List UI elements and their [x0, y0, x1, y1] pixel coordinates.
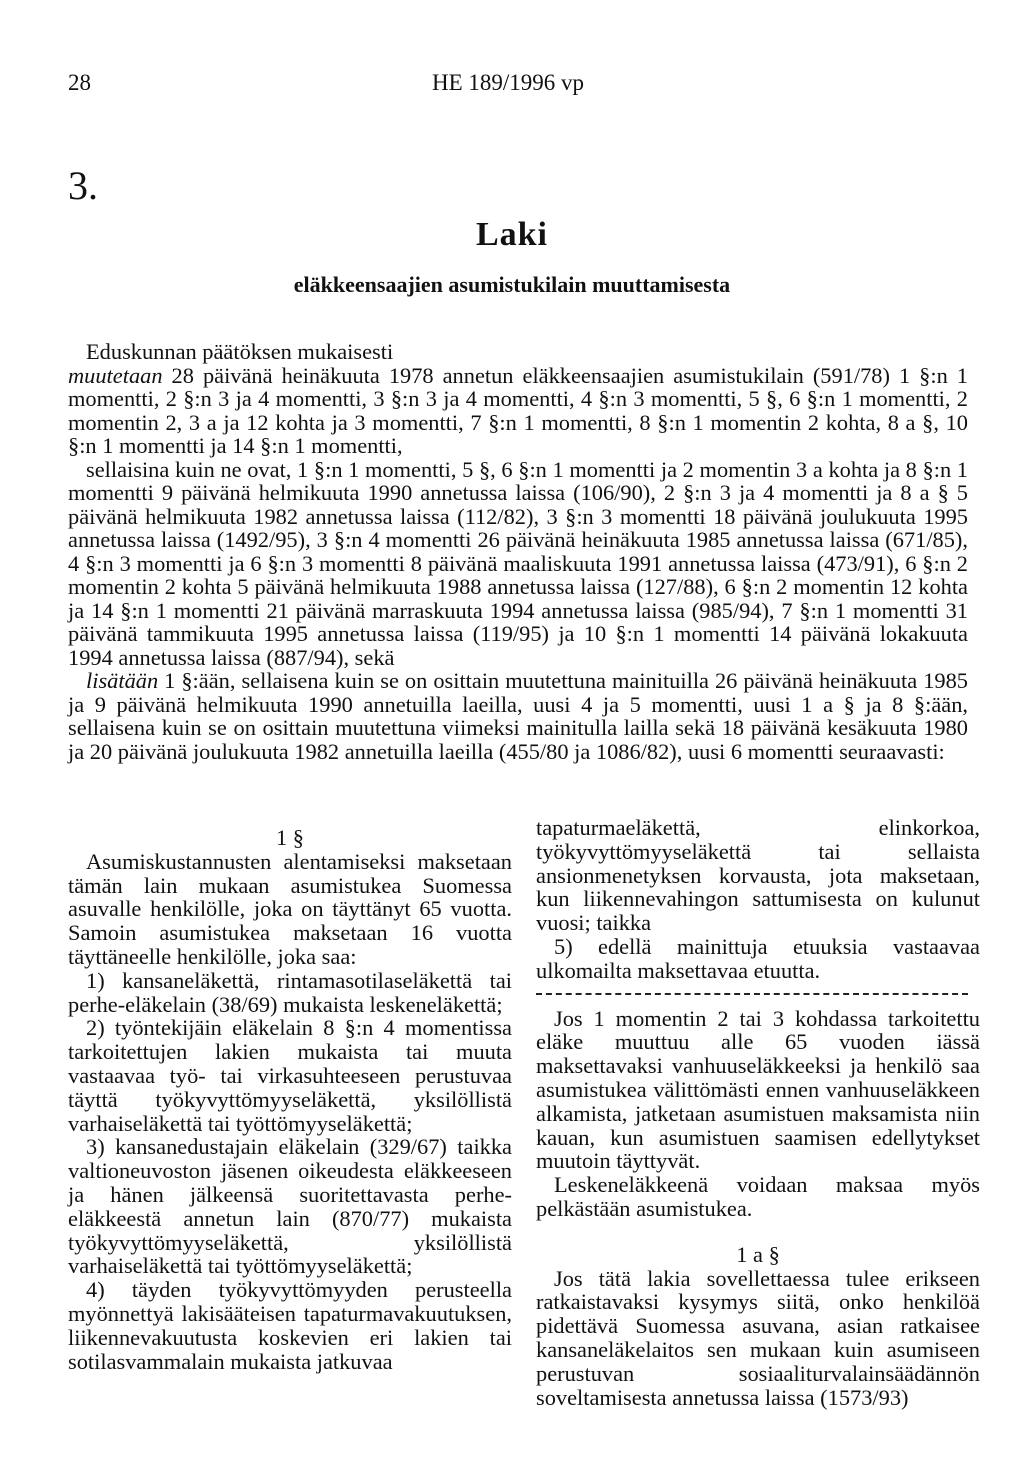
preamble-as-they-are-clause: sellaisina kuin ne ovat, 1 §:n 1 momentti, 5 §, 6 §:n 1 momentti ja 2 momentin 3 a kohta ja 8 §:n 1 momentti 9 päivänä helmikuuta 1990 annetussa laissa (106/90), 2 §:n 3 ja 4 momentti ja 8 a § 5 päivänä helmikuuta 1982 annetussa laissa (112/82), 3 §:n 3 momentti 18 päivänä joulukuuta 1995 annetussa laissa (1492/95), 3 §:n 4 momentti 26 päivänä heinäkuuta 1985 annetussa laissa (671/85), 4 §:n 3 momentti ja 6 §:n 3 momentti 8 päivänä maaliskuuta 1991 annetussa laissa (473/91), 6 §:n 2 momentin 2 kohta 5 päivänä helmikuuta 1988 annetussa laissa (127/88), 6 §:n 2 momentin 12 kohta ja 14 §:n 1 momentti 21 päivänä marraskuuta 1994 annetussa laissa (985/94), 7 §:n 1 momentti 31 päivänä tammikuuta 1995 annetussa laissa (119/95) ja 10 §:n 1 momentti 14 päivänä lokakuuta 1994 annetussa laissa (887/94), sekä [68, 456, 968, 670]
page-number: 28 [68, 70, 91, 95]
amend-keyword: muutetaan [68, 362, 163, 388]
preamble-enacting-clause: Eduskunnan päätöksen mukaisesti [86, 339, 394, 364]
law-subtitle: eläkkeensaajien asumistukilain muuttamisesta [293, 272, 731, 297]
left-column [68, 826, 512, 1373]
law-title: Laki [475, 216, 549, 253]
right-column [536, 816, 980, 1409]
section-heading-1: 1 § [276, 825, 304, 850]
running-head: HE 189/1996 vp [432, 70, 585, 95]
section-1-paragraph: Asumiskustannusten alentamiseksi maksetaan tämän lain mukaan asumistukea Suomessa asuvalle henkilölle, joka on täyttänyt 65 vuotta. Samoin asumistukea maksetaan 16 vuotta täyttäneelle henkilölle, joka saa: [68, 848, 512, 969]
preamble [68, 340, 968, 763]
preamble-addition-clause [68, 669, 968, 763]
section-1-paragraph-5: Leskeneläkkeenä voidaan maksaa myös pelkästään asumistukea. [536, 1172, 980, 1221]
omitted-text-dash-divider [536, 993, 968, 995]
section-1-item-4: 4) täyden työkyvyttömyyden perusteella myönnettyä lakisääteisen tapaturmavakuutuksen, liikennevakuutusta koskevien eri lakien tai sotilasvammalain mukaista jatkuvaa [68, 1277, 512, 1374]
act-item-number: 3. [68, 163, 98, 208]
section-1-item-4-continued: tapaturmaeläkettä, elinkorkoa, työkyvyttömyyseläkettä tai sellaista ansionmenetyksen korvausta, jota maksetaan, kun liikennevahingon sattumisesta on kulunut vuosi; taikka [536, 815, 980, 936]
section-1-item-3: 3) kansanedustajain eläkelain (329/67) taikka valtioneuvoston jäsenen oikeudesta eläkkeeseen ja hänen jälkeensä suoritettavasta perhe-eläkkeestä annetun lain (870/77) mukaista työkyvyttömyyseläkettä, yksilöllistä varhaiseläkettä tai työttömyyseläkettä; [68, 1134, 512, 1279]
section-1a-paragraph: Jos tätä lakia sovellettaessa tulee erikseen ratkaistavaksi kysymys siitä, onko henkilöä pidettävä Suomessa asuvana, asian ratkaisee kansaneläkelaitos sen mukaan kuin asumiseen perustuvan sosiaaliturvalainsäädännön soveltamisesta annetussa laissa (1573/93) [536, 1265, 980, 1410]
section-1-paragraph-4: Jos 1 momentin 2 tai 3 kohdassa tarkoitettu eläke muuttuu alle 65 vuoden iässä maksettavaksi vanhuuseläkkeeksi ja henkilö saa asumistukea välittömästi ennen vanhuuseläkkeen alkamista, jatketaan asumistuen maksamista niin kauan, kun asumistuen saamisen edellytykset muutoin täyttyvät. [536, 1005, 980, 1174]
preamble-amendment-clause [68, 364, 968, 458]
add-text: 1 §:ään, sellaisena kuin se on osittain muutettuna mainituilla 26 päivänä heinäkuuta 1985 ja 9 päivänä helmikuuta 1990 annetuilla laeilla, uusi 4 ja 5 momentti, uusi 1 a § ja 8 §:ään, sellaisena kuin se on osittain muutettuna viimeksi mainitulla lailla sekä 18 päivänä kesäkuuta 1980 ja 20 päivänä joulukuuta 1982 annetuilla laeilla (455/80 ja 1086/82), uusi 6 momentti seuraavasti: [68, 668, 968, 764]
section-1-item-5: 5) edellä mainittuja etuuksia vastaavaa ulkomailta maksettavaa etuutta. [536, 933, 980, 983]
add-keyword: lisätään [86, 668, 159, 693]
section-1-item-2: 2) työntekijäin eläkelain 8 §:n 4 momentissa tarkoitettujen lakien mukaista tai muuta vastaavaa työ- tai virkasuhteeseen perustuvaa täyttä työkyvyttömyyseläkettä, yksilöllistä varhaiseläkettä tai työttömyyseläkettä; [68, 1015, 512, 1136]
section-1-item-1: 1) kansaneläkettä, rintamasotilaseläkettä tai perhe-eläkelain (38/69) mukaista leskeneläkettä; [68, 967, 512, 1017]
section-heading-1a: 1 a § [736, 1241, 780, 1267]
amend-text: 28 päivänä heinäkuuta 1978 annetun eläkkeensaajien asumistukilain (591/78) 1 §:n 1 momentti, 2 §:n 3 ja 4 momentti, 3 §:n 3 ja 4 momentti, 4 §:n 3 momentti, 5 §, 6 §:n 1 momentti, 2 momentin 2, 3 a ja 12 kohta ja 3 momentti, 7 §:n 1 momentti, 8 §:n 1 momentin 2 kohta, 8 a §, 10 §:n 1 momentti ja 14 §:n 1 momentti, [68, 362, 968, 458]
